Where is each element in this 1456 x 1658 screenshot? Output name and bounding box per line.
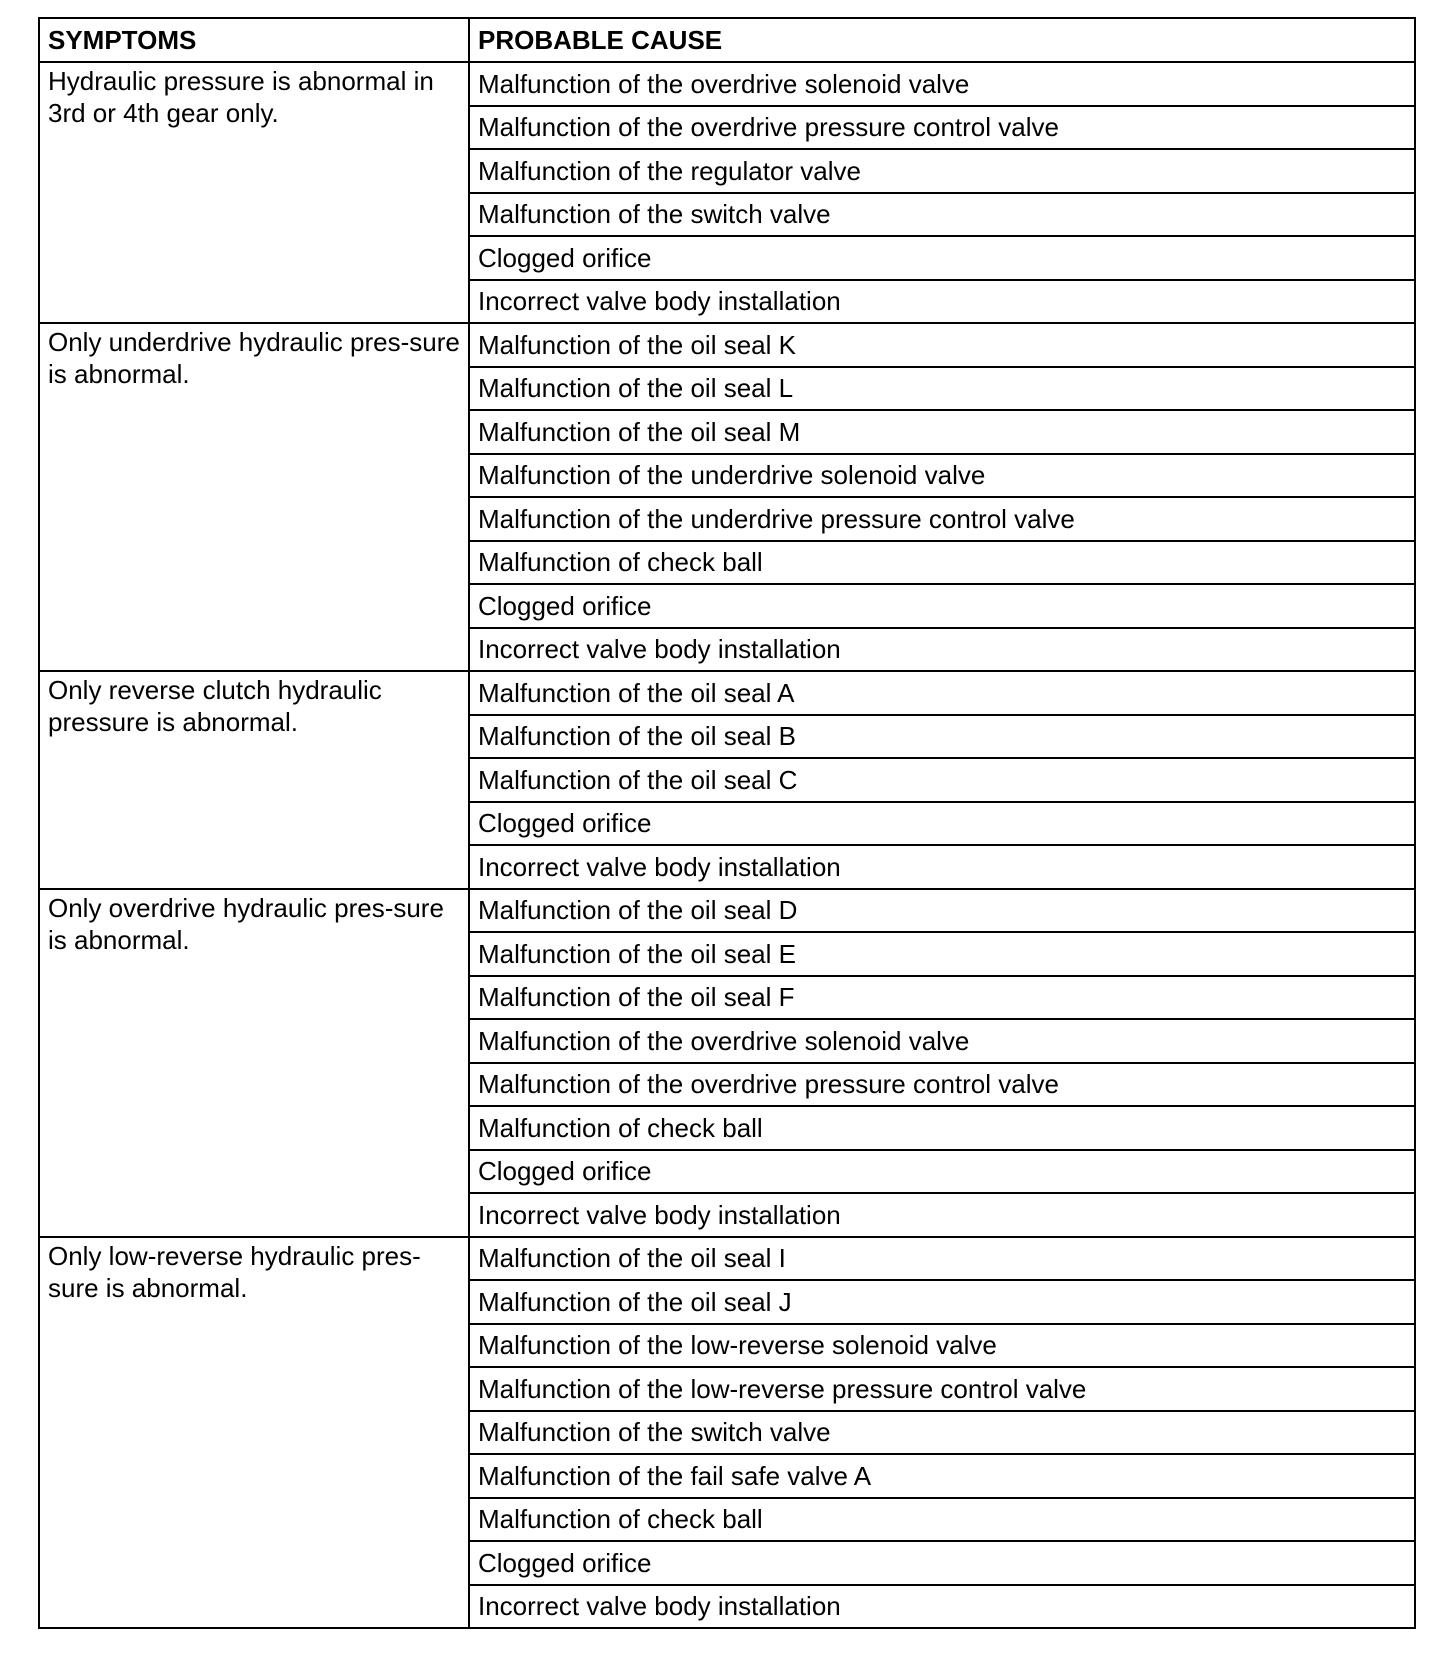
probable-cause-cell: Malfunction of the fail safe valve A: [469, 1454, 1415, 1498]
symptom-cell: Hydraulic pressure is abnormal in 3rd or 4th gear only.: [39, 62, 469, 323]
probable-cause-cell: Malfunction of the oil seal E: [469, 932, 1415, 976]
probable-cause-cell: Clogged orifice: [469, 1150, 1415, 1194]
table-row: [39, 1237, 1415, 1281]
symptom-cell: Only reverse clutch hydraulic pressure is abnormal.: [39, 671, 469, 889]
probable-cause-cell: Clogged orifice: [469, 1541, 1415, 1585]
probable-cause-cell: Malfunction of the oil seal A: [469, 671, 1415, 715]
symptom-cell: Only underdrive hydraulic pres-sure is abnormal.: [39, 323, 469, 671]
probable-cause-cell: Malfunction of check ball: [469, 541, 1415, 585]
probable-cause-cell: Clogged orifice: [469, 236, 1415, 280]
probable-cause-cell: Malfunction of the switch valve: [469, 193, 1415, 237]
probable-cause-cell: Malfunction of the oil seal L: [469, 367, 1415, 411]
probable-cause-cell: Incorrect valve body installation: [469, 628, 1415, 672]
probable-cause-cell: Malfunction of the oil seal I: [469, 1237, 1415, 1281]
probable-cause-cell: Malfunction of the overdrive solenoid valve: [469, 62, 1415, 106]
symptoms-header: SYMPTOMS: [39, 18, 469, 62]
probable-cause-cell: Malfunction of the low-reverse pressure control valve: [469, 1367, 1415, 1411]
probable-cause-cell: Malfunction of the oil seal C: [469, 758, 1415, 802]
probable-cause-cell: Malfunction of the underdrive solenoid valve: [469, 454, 1415, 498]
symptom-cell: Only overdrive hydraulic pres-sure is abnormal.: [39, 889, 469, 1237]
probable-cause-cell: Incorrect valve body installation: [469, 845, 1415, 889]
probable-cause-cell: Incorrect valve body installation: [469, 280, 1415, 324]
document-page: [38, 17, 1416, 1629]
probable-cause-cell: Malfunction of the regulator valve: [469, 149, 1415, 193]
table-header-row: [39, 18, 1415, 62]
probable-cause-cell: Clogged orifice: [469, 584, 1415, 628]
probable-cause-cell: Malfunction of the overdrive pressure control valve: [469, 106, 1415, 150]
probable-cause-cell: Malfunction of check ball: [469, 1498, 1415, 1542]
probable-cause-cell: Malfunction of check ball: [469, 1106, 1415, 1150]
probable-cause-cell: Malfunction of the overdrive solenoid valve: [469, 1019, 1415, 1063]
probable-cause-cell: Malfunction of the oil seal F: [469, 976, 1415, 1020]
probable-cause-cell: Incorrect valve body installation: [469, 1585, 1415, 1629]
probable-cause-cell: Incorrect valve body installation: [469, 1193, 1415, 1237]
probable-cause-header: PROBABLE CAUSE: [469, 18, 1415, 62]
probable-cause-cell: Malfunction of the oil seal B: [469, 715, 1415, 759]
troubleshooting-table: [38, 17, 1416, 1629]
probable-cause-cell: Clogged orifice: [469, 802, 1415, 846]
table-row: [39, 889, 1415, 933]
table-body: [39, 62, 1415, 1628]
table-row: [39, 323, 1415, 367]
probable-cause-cell: Malfunction of the oil seal K: [469, 323, 1415, 367]
table-row: [39, 671, 1415, 715]
symptom-cell: Only low-reverse hydraulic pres-sure is abnormal.: [39, 1237, 469, 1629]
probable-cause-cell: Malfunction of the low-reverse solenoid valve: [469, 1324, 1415, 1368]
probable-cause-cell: Malfunction of the oil seal J: [469, 1280, 1415, 1324]
probable-cause-cell: Malfunction of the oil seal D: [469, 889, 1415, 933]
table-row: [39, 62, 1415, 106]
probable-cause-cell: Malfunction of the underdrive pressure control valve: [469, 497, 1415, 541]
probable-cause-cell: Malfunction of the oil seal M: [469, 410, 1415, 454]
probable-cause-cell: Malfunction of the overdrive pressure control valve: [469, 1063, 1415, 1107]
probable-cause-cell: Malfunction of the switch valve: [469, 1411, 1415, 1455]
